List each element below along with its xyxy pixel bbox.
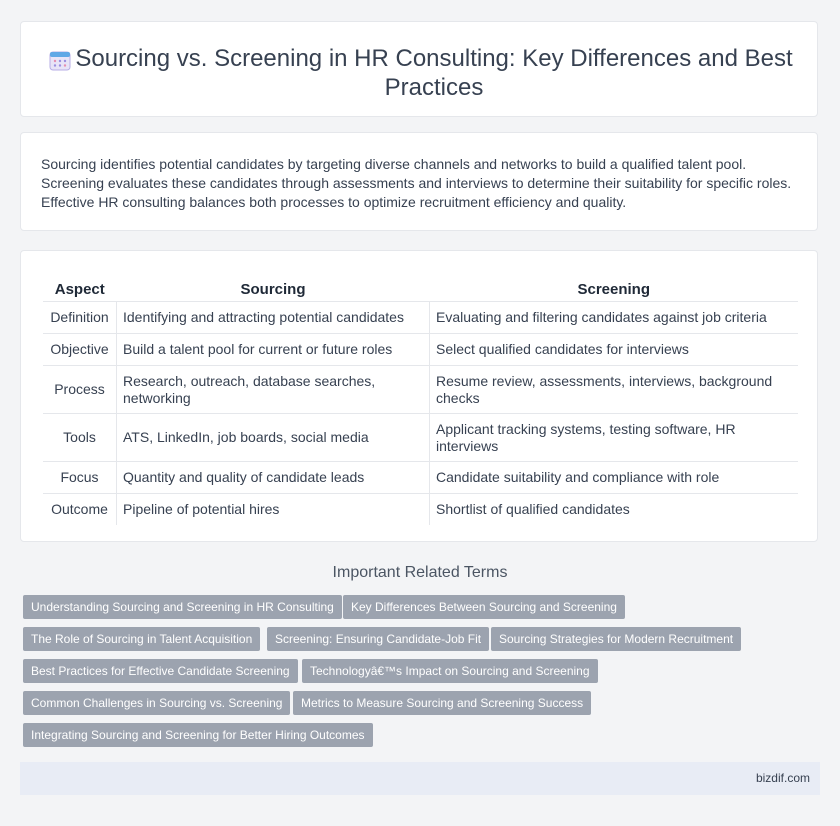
cell-screening: Resume review, assessments, interviews, background checks [430,366,799,414]
table-row [43,414,798,462]
cell-screening: Evaluating and filtering candidates against job criteria [430,302,799,334]
header-sourcing: Sourcing [240,280,306,298]
cell-sourcing: ATS, LinkedIn, job boards, social media [117,414,430,462]
cell-aspect: Objective [43,334,117,366]
table-row [43,462,798,494]
cell-sourcing: Identifying and attracting potential candidates [117,302,430,334]
cell-aspect: Focus [43,462,117,494]
related-term-link[interactable]: Key Differences Between Sourcing and Screening [343,595,625,619]
cell-screening: Shortlist of qualified candidates [430,494,799,526]
related-term-link[interactable]: Understanding Sourcing and Screening in HR Consulting [23,595,342,619]
cell-aspect: Tools [43,414,117,462]
related-term-link[interactable]: Sourcing Strategies for Modern Recruitment [491,627,741,651]
header-screening: Screening [577,280,651,298]
comparison-table [43,275,798,525]
table-row [43,334,798,366]
cell-screening: Select qualified candidates for interviews [430,334,799,366]
table-row [43,302,798,334]
cell-aspect: Outcome [43,494,117,526]
intro-text: Sourcing identifies potential candidates by targeting diverse channels and networks to build a qualified talent pool. Screening evaluates these candidates through assessments and interviews to determine their suitability for specific roles. Effective HR consulting balances both processes to optimize recruitment efficiency and quality. [41,156,792,210]
title-card [20,21,818,117]
footer-site[interactable]: bizdif.com [755,771,810,785]
table-header-row [43,275,798,302]
related-term-link[interactable]: Integrating Sourcing and Screening for Better Hiring Outcomes [23,723,373,747]
table-row [43,494,798,526]
footer [20,762,820,795]
related-term-link[interactable]: Screening: Ensuring Candidate-Job Fit [267,627,489,651]
cell-sourcing: Pipeline of potential hires [117,494,430,526]
related-term-link[interactable]: Best Practices for Effective Candidate Screening [23,659,298,683]
page-title: Sourcing vs. Screening in HR Consulting: Key Differences and Best Practices [75,45,793,101]
cell-sourcing: Research, outreach, database searches, networking [117,366,430,414]
cell-aspect: Process [43,366,117,414]
cell-aspect: Definition [43,302,117,334]
intro-card [20,132,818,231]
cell-screening: Candidate suitability and compliance with role [430,462,799,494]
related-term-link[interactable]: Metrics to Measure Sourcing and Screening Success [293,691,591,715]
cell-sourcing: Quantity and quality of candidate leads [117,462,430,494]
related-term-link[interactable]: Common Challenges in Sourcing vs. Screening [23,691,290,715]
comparison-card [20,250,818,542]
header-aspect: Aspect [54,280,105,298]
cell-sourcing: Build a talent pool for current or future roles [117,334,430,366]
related-terms-title: Important Related Terms [332,564,508,581]
table-row [43,366,798,414]
cell-screening: Applicant tracking systems, testing software, HR interviews [430,414,799,462]
related-term-link[interactable]: The Role of Sourcing in Talent Acquisition [23,627,260,651]
related-term-link[interactable]: Technologyâ€™s Impact on Sourcing and Screening [302,659,598,683]
